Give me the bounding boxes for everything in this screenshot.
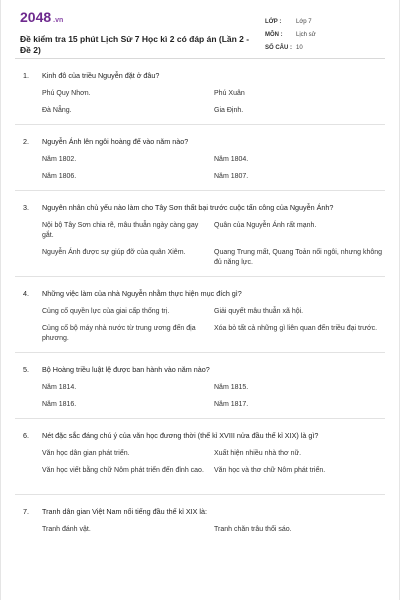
exam-title: Đề kiểm tra 15 phút Lịch Sử 7 Học kì 2 có đáp án (Lần 2 - Đề 2) [20, 34, 250, 55]
answer-options [15, 89, 385, 116]
question-number: 7. [23, 507, 29, 516]
question-number: 2. [23, 137, 29, 146]
answer-options [15, 155, 385, 182]
meta-question-count [265, 41, 385, 54]
question-text: Những việc làm của nhà Nguyễn nhằm thực hiện mục đích gì? [42, 289, 242, 298]
meta-class [265, 15, 385, 28]
question-2 [15, 125, 385, 191]
question-line [15, 203, 385, 213]
question-text: Kinh đô của triều Nguyễn đặt ở đâu? [42, 71, 160, 80]
meta-value: Lớp 7 [296, 18, 312, 25]
answer-options [15, 221, 385, 268]
question-number: 1. [23, 71, 29, 80]
answer-options [15, 449, 385, 486]
meta-key: MÔN : [265, 31, 283, 38]
logo-suffix: .vn [53, 17, 64, 24]
answer-option[interactable]: Xuất hiện nhiều nhà thơ nữ. [214, 450, 302, 457]
question-1 [15, 59, 385, 125]
question-7 [15, 495, 385, 543]
answer-options [15, 525, 385, 535]
site-logo[interactable] [20, 9, 250, 29]
answer-option[interactable]: Năm 1816. [42, 401, 77, 408]
question-number: 3. [23, 203, 29, 212]
logo-text: 2048 [20, 9, 52, 25]
question-text: Nguyễn Ánh lên ngôi hoàng đế vào năm nào? [42, 137, 189, 146]
answer-option[interactable]: Giải quyết mâu thuẫn xã hội. [214, 308, 304, 315]
question-line [15, 507, 385, 517]
answer-option[interactable]: Năm 1802. [42, 156, 77, 163]
answer-option[interactable]: Văn học dân gian phát triển. [42, 450, 130, 457]
brand-block [20, 9, 250, 58]
answer-options [15, 307, 385, 344]
question-text: Nguyên nhân chủ yếu nào làm cho Tây Sơn thất bại trước cuộc tấn công của Nguyễn Ánh? [42, 203, 334, 212]
question-text: Tranh dân gian Việt Nam nổi tiếng đầu thế kỉ XIX là: [42, 507, 208, 516]
document-header [1, 0, 399, 58]
answer-option[interactable]: Năm 1806. [42, 173, 77, 180]
answer-option[interactable]: Năm 1817. [214, 401, 249, 408]
answer-option[interactable]: Gia Định. [214, 107, 244, 114]
question-line [15, 365, 385, 375]
question-line [15, 71, 385, 81]
answer-option[interactable]: Đà Nẵng. [42, 107, 72, 114]
question-text: Bộ Hoàng triều luật lệ được ban hành vào năm nào? [42, 365, 210, 374]
answer-options [15, 383, 385, 410]
question-line [15, 431, 385, 441]
question-number: 5. [23, 365, 29, 374]
answer-option[interactable]: Nguyễn Ánh được sự giúp đỡ của quân Xiêm. [42, 249, 186, 256]
meta-value: Lịch sử [296, 31, 316, 38]
answer-option[interactable]: Năm 1815. [214, 384, 249, 391]
question-number: 6. [23, 431, 29, 440]
question-5 [15, 353, 385, 419]
answer-option[interactable]: Tranh đánh vật. [42, 526, 91, 533]
answer-option[interactable]: Nội bộ Tây Sơn chia rẽ, mâu thuẫn ngày càng gay gắt. [42, 222, 199, 239]
answer-option[interactable]: Năm 1807. [214, 173, 249, 180]
question-3 [15, 191, 385, 277]
meta-subject [265, 28, 385, 41]
answer-option[interactable]: Năm 1804. [214, 156, 249, 163]
answer-option[interactable]: Năm 1814. [42, 384, 77, 391]
question-line [15, 137, 385, 147]
answer-option[interactable]: Quân của Nguyễn Ánh rất mạnh. [214, 222, 317, 229]
answer-option[interactable]: Xóa bỏ tất cả những gì liên quan đến triều đại trước. [214, 325, 378, 332]
answer-option[interactable]: Củng cố bộ máy nhà nước từ trung ương đến địa phương. [42, 325, 196, 342]
exam-meta [265, 15, 385, 58]
answer-option[interactable]: Quang Trung mất, Quang Toản nối ngôi, nhưng không đủ năng lực. [214, 249, 383, 266]
question-4 [15, 277, 385, 353]
answer-option[interactable]: Văn học và thơ chữ Nôm phát triển. [214, 467, 326, 474]
answer-option[interactable]: Củng cố quyền lực của giai cấp thống trị. [42, 308, 170, 315]
answer-option[interactable]: Phú Xuân [214, 90, 245, 97]
meta-key: SỐ CÂU : [265, 44, 292, 51]
question-6 [15, 419, 385, 495]
answer-option[interactable]: Tranh chăn trâu thổi sáo. [214, 526, 292, 533]
answer-option[interactable]: Văn học viết bằng chữ Nôm phát triển đến đỉnh cao. [42, 467, 204, 474]
question-number: 4. [23, 289, 29, 298]
meta-key: LỚP : [265, 18, 282, 25]
meta-value: 10 [296, 44, 303, 51]
question-text: Nét đặc sắc đáng chú ý của văn học đương thời (thế kỉ XVIII nửa đầu thế kỉ XIX) là gì? [42, 431, 319, 440]
question-line [15, 289, 385, 299]
question-list [1, 59, 399, 543]
answer-option[interactable]: Phú Quy Nhơn. [42, 90, 91, 97]
